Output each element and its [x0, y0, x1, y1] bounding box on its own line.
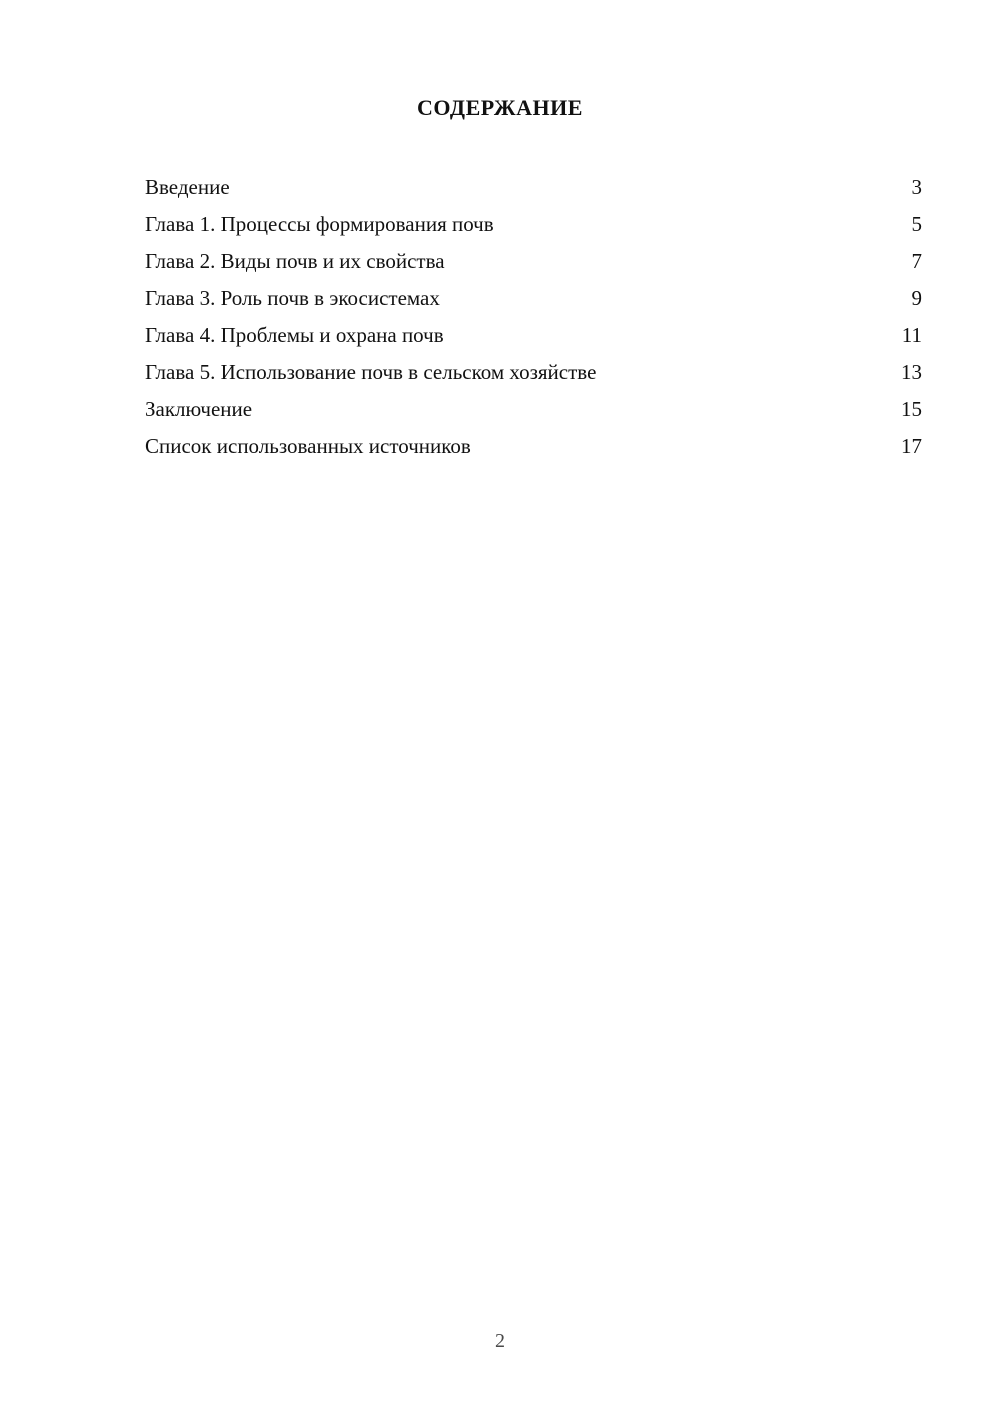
toc-entry-label: Глава 2. Виды почв и их свойства [145, 249, 445, 273]
toc-entry-page: 7 [911, 249, 922, 273]
toc-entry-page: 17 [901, 434, 922, 458]
toc-entry-page: 15 [901, 397, 922, 421]
toc-row [145, 169, 922, 206]
toc-entry-page: 13 [901, 360, 922, 384]
toc-entry-label: Глава 4. Проблемы и охрана почв [145, 323, 444, 347]
toc-row [145, 354, 922, 391]
table-of-contents [145, 169, 922, 465]
toc-entry-page: 11 [901, 323, 922, 347]
page-number: 2 [495, 1330, 505, 1352]
toc-entry-label: Глава 5. Использование почв в сельском хозяйстве [145, 360, 597, 384]
toc-entry-label: Список использованных источников [145, 434, 471, 458]
toc-entry-page: 3 [911, 175, 922, 199]
toc-row [145, 317, 922, 354]
toc-entry-page: 5 [911, 212, 922, 236]
page-title: СОДЕРЖАНИЕ [417, 95, 583, 120]
toc-row [145, 428, 922, 465]
toc-entry-label: Глава 1. Процессы формирования почв [145, 212, 494, 236]
toc-entry-label: Заключение [145, 397, 253, 421]
toc-entry-page: 9 [911, 286, 922, 310]
toc-row [145, 280, 922, 317]
toc-entry-label: Глава 3. Роль почв в экосистемах [145, 286, 440, 310]
toc-row [145, 391, 922, 428]
toc-entry-label: Введение [145, 175, 230, 199]
toc-row [145, 243, 922, 280]
toc-row [145, 206, 922, 243]
